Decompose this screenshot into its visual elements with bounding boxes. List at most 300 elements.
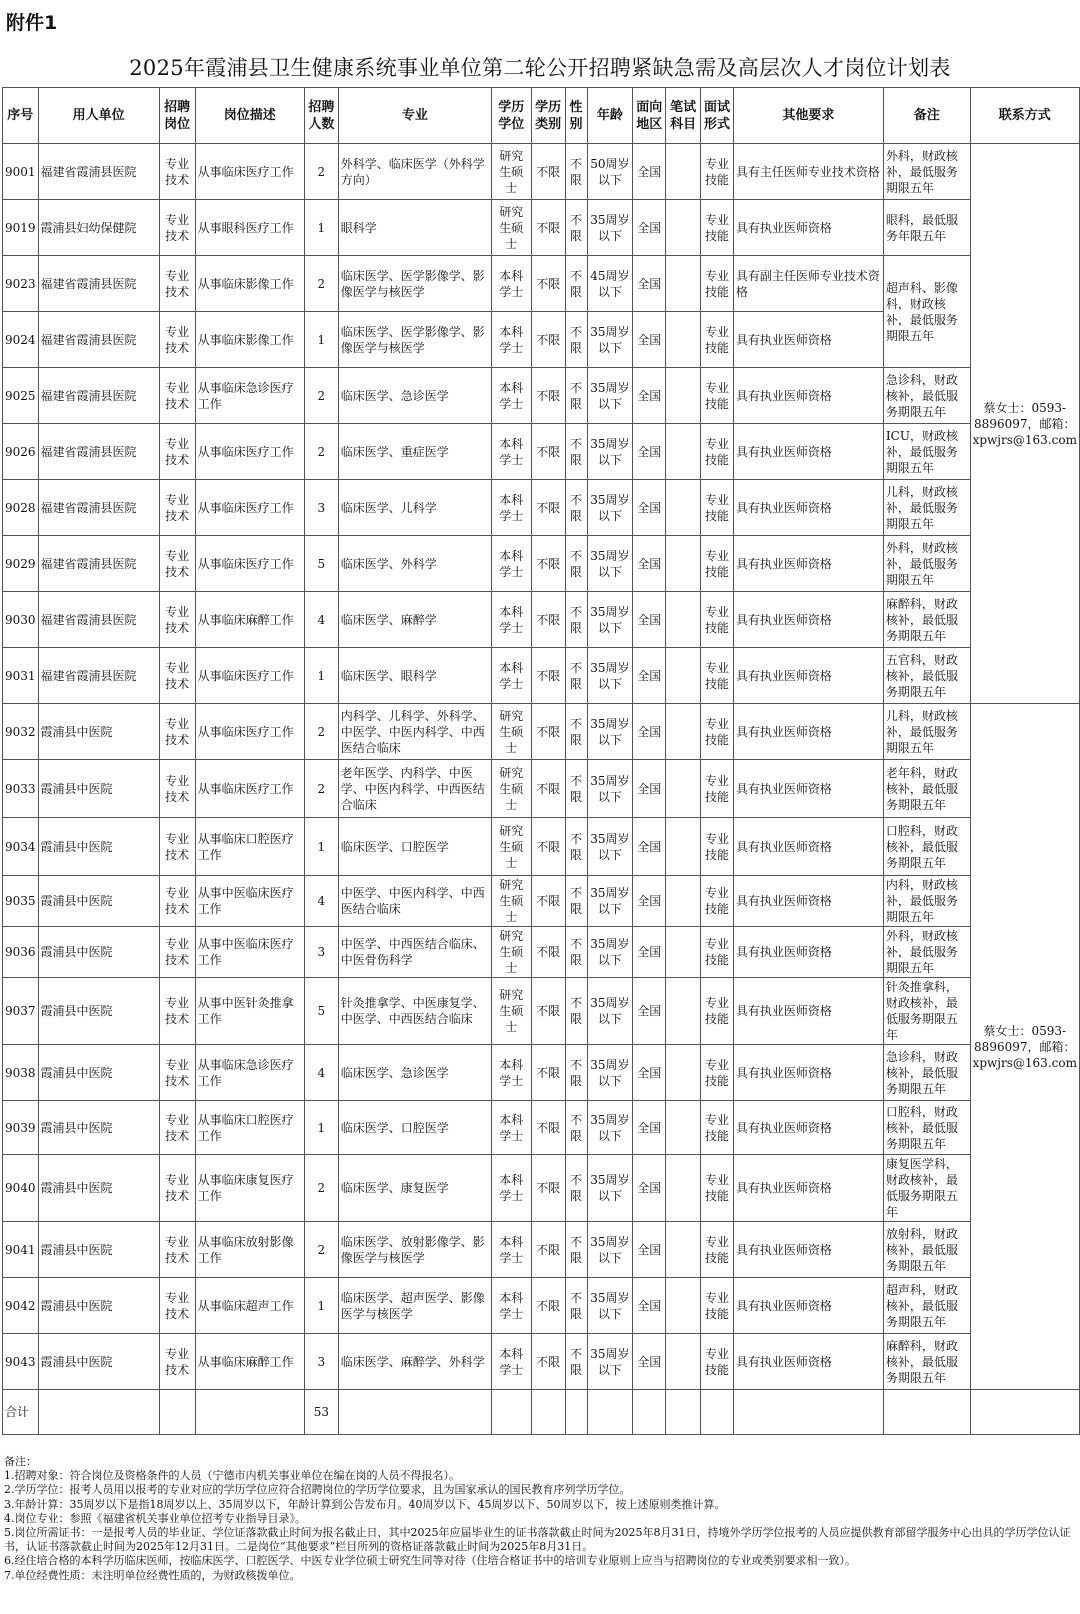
- table-cell: 临床医学、超声医学、影像医学与核医学: [338, 1278, 491, 1334]
- table-cell: 不限: [531, 200, 565, 256]
- table-cell: 专业技能: [701, 1155, 734, 1222]
- column-header: 笔试科目: [666, 88, 701, 144]
- table-cell: 具有执业医师资格: [733, 1155, 883, 1222]
- table-cell: [666, 1045, 701, 1101]
- table-cell: [701, 1390, 734, 1435]
- table-cell: 不限: [565, 1101, 587, 1155]
- table-cell: 不限: [565, 760, 587, 818]
- table-cell: 临床医学、眼科学: [338, 648, 491, 704]
- table-cell: 35周岁以下: [587, 760, 633, 818]
- table-cell: 不限: [565, 818, 587, 876]
- table-cell: 不限: [565, 368, 587, 424]
- table-cell: 从事临床急诊医疗工作: [195, 1045, 304, 1101]
- table-cell: 不限: [531, 256, 565, 312]
- table-cell: 临床医学、麻醉学: [338, 592, 491, 648]
- table-cell: 全国: [633, 1101, 666, 1155]
- table-cell: [666, 256, 701, 312]
- table-cell: 3: [304, 480, 338, 536]
- table-cell: 针灸推拿科，财政核补，最低服务期限五年: [883, 978, 970, 1045]
- column-header: 备注: [883, 88, 970, 144]
- table-cell: 具有执业医师资格: [733, 592, 883, 648]
- table-cell: ICU，财政核补，最低服务期限五年: [883, 424, 970, 480]
- table-cell: 45周岁以下: [587, 256, 633, 312]
- table-cell: 本科学士: [491, 1045, 531, 1101]
- table-cell: 研究生硕士: [491, 200, 531, 256]
- table-cell: 2: [304, 424, 338, 480]
- note-line: 5.岗位所需证书：一是报考人员的毕业证、学位证落款截止时间为报名截止日，其中2025年应届毕业生的证书落款截止时间为2025年8月31日，持境外学历学位报考的人员应提供教育部留学服务中心出具的学历学位认证书，认证书落款截止时间为2025年12月31日。二是岗位“其他要求”栏目所列的资格证落款截止时间为2025年8月31日。: [4, 1526, 1071, 1554]
- table-cell: 本科学士: [491, 424, 531, 480]
- table-cell: 不限: [565, 648, 587, 704]
- table-cell: 5: [304, 978, 338, 1045]
- table-cell: 儿科，财政核补，最低服务期限五年: [883, 704, 970, 760]
- table-cell: 35周岁以下: [587, 1334, 633, 1390]
- table-cell: 本科学士: [491, 536, 531, 592]
- table-cell: 不限: [565, 592, 587, 648]
- table-cell: 专业技术: [159, 536, 195, 592]
- column-header: 其他要求: [733, 88, 883, 144]
- table-cell: 专业技术: [159, 256, 195, 312]
- table-cell: 霞浦县中医院: [38, 1045, 159, 1101]
- note-line: 6.经住培合格的本科学历临床医师，按临床医学、口腔医学、中医专业学位硕士研究生同等对待（住培合格证书中的培训专业原则上应当与招聘岗位的专业或类别要求相一致）。: [4, 1554, 856, 1568]
- table-cell: 老年科，财政核补，最低服务期限五年: [883, 760, 970, 818]
- table-cell: 临床医学、儿科学: [338, 480, 491, 536]
- table-cell: 从事临床医疗工作: [195, 144, 304, 200]
- table-cell: 福建省霞浦县医院: [38, 536, 159, 592]
- table-cell: 不限: [531, 1155, 565, 1222]
- table-cell: 4: [304, 1045, 338, 1101]
- column-header: 年龄: [587, 88, 633, 144]
- table-cell: 全国: [633, 1045, 666, 1101]
- table-cell: 从事中医针灸推拿工作: [195, 978, 304, 1045]
- table-cell: 全国: [633, 648, 666, 704]
- table-cell: 从事临床麻醉工作: [195, 592, 304, 648]
- table-cell: 具有执业医师资格: [733, 368, 883, 424]
- table-cell: 研究生硕士: [491, 760, 531, 818]
- table-cell: 福建省霞浦县医院: [38, 480, 159, 536]
- table-cell: 35周岁以下: [587, 592, 633, 648]
- table-cell: [633, 1390, 666, 1435]
- table-cell: 临床医学、口腔医学: [338, 1101, 491, 1155]
- table-cell: [531, 1390, 565, 1435]
- table-cell: 2: [304, 1155, 338, 1222]
- table-cell: 50周岁以下: [587, 144, 633, 200]
- table-cell: 不限: [565, 144, 587, 200]
- table-cell: 从事眼科医疗工作: [195, 200, 304, 256]
- table-row: [3, 200, 1080, 256]
- table-cell: 专业技能: [701, 648, 734, 704]
- table-cell: 专业技术: [159, 424, 195, 480]
- table-cell: 9039: [3, 1101, 39, 1155]
- table-cell: 具有执业医师资格: [733, 1334, 883, 1390]
- column-header: 学历学位: [491, 88, 531, 144]
- table-cell: 35周岁以下: [587, 648, 633, 704]
- table-cell: 全国: [633, 704, 666, 760]
- table-cell: 具有执业医师资格: [733, 200, 883, 256]
- table-cell: 具有执业医师资格: [733, 876, 883, 927]
- table-cell: 1: [304, 200, 338, 256]
- note-line: 备注：: [4, 1455, 37, 1468]
- table-row: [3, 760, 1080, 818]
- table-cell: 研究生硕士: [491, 978, 531, 1045]
- table-cell: 从事临床医疗工作: [195, 704, 304, 760]
- table-cell: 老年医学、内科学、中医学、中医内科学、中西医结合临床: [338, 760, 491, 818]
- table-cell: 霞浦县中医院: [38, 818, 159, 876]
- table-cell: 1: [304, 1101, 338, 1155]
- table-cell: 具有执业医师资格: [733, 424, 883, 480]
- table-cell: 专业技能: [701, 818, 734, 876]
- table-cell: 专业技术: [159, 648, 195, 704]
- table-cell: 临床医学、医学影像学、影像医学与核医学: [338, 256, 491, 312]
- contact-cell: 蔡女士：0593-8896097，邮箱：xpwjrs@163.com: [970, 144, 1079, 704]
- table-cell: 专业技能: [701, 978, 734, 1045]
- table-cell: 2: [304, 144, 338, 200]
- table-cell: 从事临床医疗工作: [195, 424, 304, 480]
- table-cell: 专业技术: [159, 760, 195, 818]
- table-cell: 从事临床口腔医疗工作: [195, 1101, 304, 1155]
- table-cell: 外科，财政核补，最低服务期限五年: [883, 144, 970, 200]
- table-cell: 专业技术: [159, 818, 195, 876]
- table-cell: 外科，财政核补，最低服务期限五年: [883, 927, 970, 978]
- table-cell: 专业技术: [159, 704, 195, 760]
- column-header: 学历类别: [531, 88, 565, 144]
- table-cell: [970, 1390, 1079, 1435]
- table-row: [3, 1222, 1080, 1278]
- table-cell: 不限: [565, 927, 587, 978]
- column-header: 用人单位: [38, 88, 159, 144]
- table-cell: 霞浦县中医院: [38, 1278, 159, 1334]
- table-row: [3, 978, 1080, 1045]
- contact-cell: 蔡女士：0593-8896097，邮箱：xpwjrs@163.com: [970, 704, 1079, 1390]
- table-cell: 霞浦县中医院: [38, 1222, 159, 1278]
- table-cell: 眼科学: [338, 200, 491, 256]
- table-cell: 研究生硕士: [491, 704, 531, 760]
- table-cell: [587, 1390, 633, 1435]
- table-cell: 霞浦县中医院: [38, 760, 159, 818]
- table-cell: [195, 1390, 304, 1435]
- table-row: [3, 648, 1080, 704]
- table-cell: [666, 978, 701, 1045]
- table-cell: 不限: [531, 1045, 565, 1101]
- table-cell: 临床医学、放射影像学、影像医学与核医学: [338, 1222, 491, 1278]
- table-cell: 35周岁以下: [587, 876, 633, 927]
- table-cell: 不限: [531, 876, 565, 927]
- table-cell: 不限: [531, 424, 565, 480]
- table-cell: 从事临床医疗工作: [195, 760, 304, 818]
- table-cell: 专业技能: [701, 876, 734, 927]
- table-cell: 9041: [3, 1222, 39, 1278]
- table-cell: 1: [304, 818, 338, 876]
- table-cell: [666, 927, 701, 978]
- table-cell: 35周岁以下: [587, 480, 633, 536]
- table-cell: 专业技能: [701, 1222, 734, 1278]
- table-cell: 福建省霞浦县医院: [38, 424, 159, 480]
- table-row: [3, 1101, 1080, 1155]
- table-cell: 具有执业医师资格: [733, 1278, 883, 1334]
- column-header: 面试形式: [701, 88, 734, 144]
- table-cell: 不限: [565, 1045, 587, 1101]
- table-cell: 不限: [531, 818, 565, 876]
- table-cell: 全国: [633, 424, 666, 480]
- table-cell: 9025: [3, 368, 39, 424]
- attachment-label: 附件1: [6, 12, 58, 34]
- table-cell: [883, 1390, 970, 1435]
- table-cell: 急诊科，财政核补，最低服务期限五年: [883, 1045, 970, 1101]
- table-cell: 本科学士: [491, 480, 531, 536]
- table-cell: 临床医学、外科学: [338, 536, 491, 592]
- table-cell: 专业技能: [701, 480, 734, 536]
- table-cell: 9036: [3, 927, 39, 978]
- table-cell: [338, 1390, 491, 1435]
- table-cell: 不限: [565, 704, 587, 760]
- table-cell: 具有执业医师资格: [733, 978, 883, 1045]
- table-cell: 全国: [633, 1222, 666, 1278]
- table-cell: 全国: [633, 144, 666, 200]
- table-cell: [666, 760, 701, 818]
- table-cell: 35周岁以下: [587, 1222, 633, 1278]
- table-cell: [666, 592, 701, 648]
- table-cell: 专业技术: [159, 1334, 195, 1390]
- table-cell: 全国: [633, 978, 666, 1045]
- table-cell: 内科，财政核补，最低服务期限五年: [883, 876, 970, 927]
- table-cell: 专业技术: [159, 592, 195, 648]
- table-cell: 不限: [565, 200, 587, 256]
- table-cell: 35周岁以下: [587, 200, 633, 256]
- table-cell: 不限: [531, 368, 565, 424]
- table-cell: 专业技术: [159, 200, 195, 256]
- table-cell: 口腔科，财政核补，最低服务期限五年: [883, 818, 970, 876]
- table-cell: 外科学、临床医学（外科学方向）: [338, 144, 491, 200]
- table-cell: 超声科、影像科，财政核补，最低服务期限五年: [883, 256, 970, 368]
- table-cell: 研究生硕士: [491, 927, 531, 978]
- table-cell: 全国: [633, 592, 666, 648]
- table-cell: 专业技能: [701, 1278, 734, 1334]
- table-cell: 1: [304, 1278, 338, 1334]
- table-cell: 9037: [3, 978, 39, 1045]
- column-header: 序号: [3, 88, 39, 144]
- table-cell: 不限: [531, 536, 565, 592]
- table-cell: 9019: [3, 200, 39, 256]
- table-cell: 福建省霞浦县医院: [38, 648, 159, 704]
- table-cell: [159, 1390, 195, 1435]
- table-cell: 9001: [3, 144, 39, 200]
- table-cell: 不限: [565, 480, 587, 536]
- table-cell: 全国: [633, 368, 666, 424]
- table-cell: 不限: [531, 927, 565, 978]
- table-cell: 2: [304, 760, 338, 818]
- table-cell: 从事临床超声工作: [195, 1278, 304, 1334]
- table-cell: 霞浦县中医院: [38, 1155, 159, 1222]
- table-cell: 全国: [633, 536, 666, 592]
- table-row: [3, 1334, 1080, 1390]
- table-cell: 具有主任医师专业技术资格: [733, 144, 883, 200]
- table-cell: 专业技能: [701, 592, 734, 648]
- table-cell: 专业技术: [159, 1101, 195, 1155]
- table-cell: 本科学士: [491, 368, 531, 424]
- table-cell: 本科学士: [491, 592, 531, 648]
- table-cell: 专业技能: [701, 368, 734, 424]
- table-cell: 从事临床放射影像工作: [195, 1222, 304, 1278]
- table-cell: 临床医学、口腔医学: [338, 818, 491, 876]
- table-row: [3, 144, 1080, 200]
- column-header: 专业: [338, 88, 491, 144]
- table-cell: 全国: [633, 1278, 666, 1334]
- table-cell: 专业技能: [701, 704, 734, 760]
- table-cell: 专业技能: [701, 536, 734, 592]
- table-cell: 霞浦县中医院: [38, 927, 159, 978]
- table-body: [3, 144, 1080, 1435]
- table-cell: 2: [304, 1222, 338, 1278]
- table-row: [3, 876, 1080, 927]
- table-cell: 专业技术: [159, 368, 195, 424]
- table-cell: 全国: [633, 927, 666, 978]
- column-header: 招聘人数: [304, 88, 338, 144]
- table-cell: 具有执业医师资格: [733, 1045, 883, 1101]
- table-row: [3, 480, 1080, 536]
- table-cell: 不限: [531, 144, 565, 200]
- table-cell: 临床医学、麻醉学、外科学: [338, 1334, 491, 1390]
- note-line: 7.单位经费性质：未注明单位经费性质的，为财政核拨单位。: [4, 1568, 301, 1582]
- table-cell: 本科学士: [491, 256, 531, 312]
- table-cell: 临床医学、急诊医学: [338, 368, 491, 424]
- table-cell: 福建省霞浦县医院: [38, 256, 159, 312]
- table-cell: 霞浦县中医院: [38, 1334, 159, 1390]
- table-cell: 9040: [3, 1155, 39, 1222]
- table-cell: 不限: [531, 978, 565, 1045]
- table-cell: 从事中医临床医疗工作: [195, 876, 304, 927]
- column-header: 联系方式: [970, 88, 1079, 144]
- table-cell: 具有执业医师资格: [733, 704, 883, 760]
- table-cell: 不限: [531, 1334, 565, 1390]
- table-cell: 专业技术: [159, 312, 195, 368]
- table-cell: 9032: [3, 704, 39, 760]
- table-cell: [38, 1390, 159, 1435]
- table-row: [3, 256, 1080, 312]
- table-cell: 不限: [531, 1222, 565, 1278]
- table-cell: 不限: [531, 1101, 565, 1155]
- table-cell: 具有执业医师资格: [733, 312, 883, 368]
- table-cell: 全国: [633, 200, 666, 256]
- table-cell: 不限: [565, 424, 587, 480]
- table-row: [3, 536, 1080, 592]
- table-cell: 霞浦县中医院: [38, 704, 159, 760]
- table-cell: 从事临床康复医疗工作: [195, 1155, 304, 1222]
- table-cell: 3: [304, 927, 338, 978]
- table-cell: 9035: [3, 876, 39, 927]
- table-cell: 本科学士: [491, 1222, 531, 1278]
- table-cell: 本科学士: [491, 312, 531, 368]
- note-line: 1.招聘对象：符合岗位及资格条件的人员（宁德市内机关事业单位在编在岗的人员不得报名）。: [4, 1469, 460, 1483]
- table-cell: 专业技术: [159, 978, 195, 1045]
- table-cell: [666, 200, 701, 256]
- table-cell: 中医学、中医内科学、中西医结合临床: [338, 876, 491, 927]
- table-cell: 从事临床麻醉工作: [195, 1334, 304, 1390]
- table-cell: 从事临床医疗工作: [195, 480, 304, 536]
- total-label: 合计: [3, 1390, 39, 1435]
- note-line: 3.年龄计算：35周岁以下是指18周岁以上、35周岁以下，年龄计算到公告发布月。40周岁以下、45周岁以下、50周岁以下，按上述原则类推计算。: [4, 1497, 726, 1511]
- table-cell: 专业技能: [701, 312, 734, 368]
- table-cell: 9028: [3, 480, 39, 536]
- table-cell: 全国: [633, 818, 666, 876]
- table-cell: 35周岁以下: [587, 1045, 633, 1101]
- table-cell: 1: [304, 312, 338, 368]
- table-cell: 具有执业医师资格: [733, 760, 883, 818]
- table-cell: 4: [304, 876, 338, 927]
- table-cell: 全国: [633, 480, 666, 536]
- table-cell: 2: [304, 256, 338, 312]
- table-cell: 35周岁以下: [587, 978, 633, 1045]
- table-row: [3, 1045, 1080, 1101]
- table-cell: 研究生硕士: [491, 144, 531, 200]
- total-count: 53: [304, 1390, 338, 1435]
- table-cell: 临床医学、康复医学: [338, 1155, 491, 1222]
- table-cell: 不限: [531, 1278, 565, 1334]
- table-cell: 具有执业医师资格: [733, 648, 883, 704]
- table-cell: 中医学、中西医结合临床、中医骨伤科学: [338, 927, 491, 978]
- table-cell: 霞浦县中医院: [38, 1101, 159, 1155]
- table-cell: 急诊科，财政核补，最低服务期限五年: [883, 368, 970, 424]
- table-cell: 不限: [531, 312, 565, 368]
- table-row: [3, 592, 1080, 648]
- table-cell: 从事临床影像工作: [195, 312, 304, 368]
- notes-section: [4, 1455, 1076, 1583]
- table-cell: 35周岁以下: [587, 927, 633, 978]
- table-cell: 不限: [531, 648, 565, 704]
- table-cell: 外科，财政核补，最低服务期限五年: [883, 536, 970, 592]
- table-cell: 从事临床急诊医疗工作: [195, 368, 304, 424]
- table-cell: 不限: [565, 978, 587, 1045]
- column-header: 岗位描述: [195, 88, 304, 144]
- table-cell: 35周岁以下: [587, 536, 633, 592]
- table-cell: 专业技术: [159, 1278, 195, 1334]
- table-cell: 2: [304, 704, 338, 760]
- table-cell: 35周岁以下: [587, 424, 633, 480]
- table-cell: 具有执业医师资格: [733, 536, 883, 592]
- table-cell: 全国: [633, 312, 666, 368]
- table-row: [3, 1278, 1080, 1334]
- table-cell: 35周岁以下: [587, 1155, 633, 1222]
- table-cell: 不限: [565, 1278, 587, 1334]
- table-cell: 不限: [565, 1155, 587, 1222]
- table-cell: 不限: [565, 1222, 587, 1278]
- table-cell: 不限: [531, 760, 565, 818]
- table-cell: [666, 1222, 701, 1278]
- table-cell: 口腔科，财政核补，最低服务期限五年: [883, 1101, 970, 1155]
- recruitment-table: [2, 87, 1080, 1435]
- table-cell: 霞浦县中医院: [38, 978, 159, 1045]
- table-cell: 专业技能: [701, 144, 734, 200]
- table-cell: 9038: [3, 1045, 39, 1101]
- table-cell: 超声科，财政核补，最低服务期限五年: [883, 1278, 970, 1334]
- table-cell: 专业技能: [701, 1101, 734, 1155]
- header-row: [3, 88, 1080, 144]
- table-cell: 专业技能: [701, 1045, 734, 1101]
- table-cell: [733, 1390, 883, 1435]
- table-cell: 9033: [3, 760, 39, 818]
- table-cell: 本科学士: [491, 1101, 531, 1155]
- table-row: [3, 704, 1080, 760]
- table-cell: 4: [304, 592, 338, 648]
- table-cell: 35周岁以下: [587, 312, 633, 368]
- table-cell: 具有执业医师资格: [733, 818, 883, 876]
- table-cell: 9029: [3, 536, 39, 592]
- table-cell: 不限: [565, 876, 587, 927]
- table-cell: 本科学士: [491, 1334, 531, 1390]
- table-cell: [666, 1390, 701, 1435]
- table-cell: 临床医学、医学影像学、影像医学与核医学: [338, 312, 491, 368]
- table-cell: 从事临床医疗工作: [195, 536, 304, 592]
- table-cell: 3: [304, 1334, 338, 1390]
- table-cell: 9031: [3, 648, 39, 704]
